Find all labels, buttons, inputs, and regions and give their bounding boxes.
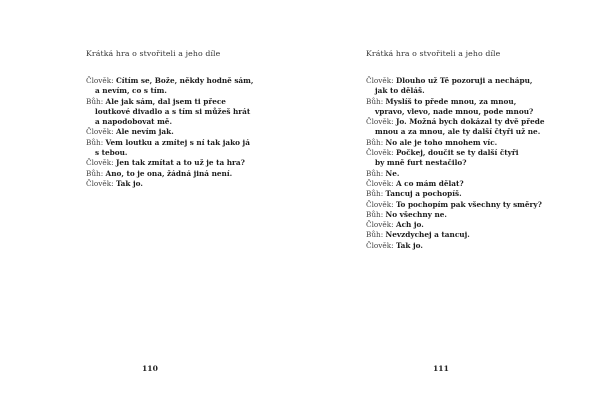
dialogue-line — [86, 97, 276, 107]
speaker-name: Člověk: — [86, 158, 116, 168]
speech-text: vpravo, vlevo, nade mnou, pode mnou? — [375, 106, 534, 116]
speaker-name: Bůh: — [86, 137, 106, 147]
speech-text: Vem loutku a zmítej s ní tak jako já — [105, 137, 250, 147]
right-page — [300, 0, 600, 400]
speaker-name: Člověk: — [86, 178, 116, 188]
dialogue-line — [366, 127, 566, 137]
speaker-name: Bůh: — [86, 96, 106, 106]
speech-text: Tancuj a pochopíš. — [385, 189, 462, 199]
speech-text: Jo. Možná bych dokázal ty dvě přede — [395, 117, 545, 127]
speech-text: mnou a za mnou, ale ty další čtyři už ne. — [375, 127, 541, 137]
speaker-name: Člověk: — [366, 117, 396, 127]
speaker-name: Člověk: — [366, 220, 396, 230]
speaker-name: Bůh: — [366, 96, 386, 106]
speech-text: a napodobovat mě. — [95, 117, 172, 127]
dialogue-line — [86, 158, 276, 168]
dialogue-line — [86, 138, 276, 148]
dialogue-line — [366, 97, 566, 107]
speaker-name: Člověk: — [366, 178, 396, 188]
dialogue-line — [86, 107, 276, 117]
dialogue-line — [366, 148, 566, 158]
speech-text: No všechny ne. — [385, 209, 447, 219]
dialogue-line — [366, 86, 566, 96]
speaker-name: Bůh: — [366, 137, 386, 147]
speaker-name: Člověk: — [86, 76, 116, 85]
speaker-name: Člověk: — [366, 240, 396, 250]
dialogue-line — [366, 220, 566, 230]
speaker-name: Člověk: — [86, 127, 116, 137]
dialogue-line — [366, 179, 566, 189]
dialogue — [86, 76, 276, 189]
speaker-name: Bůh: — [366, 168, 386, 178]
dialogue-line — [366, 241, 566, 251]
dialogue-line — [366, 169, 566, 179]
dialogue-line — [86, 179, 276, 189]
speaker-name: Člověk: — [366, 199, 396, 209]
speech-text: jak to děláš. — [375, 86, 425, 96]
dialogue-line — [366, 210, 566, 220]
speech-text: by mně furt nestačilo? — [375, 158, 467, 168]
speech-text: a nevím, co s tím. — [95, 86, 167, 96]
speech-text: Ale nevím jak. — [115, 127, 174, 137]
speech-text: loutkové divadlo a s tím si můžeš hrát — [95, 106, 251, 116]
dialogue-line — [366, 117, 566, 127]
dialogue-line — [86, 127, 276, 137]
speaker-name: Bůh: — [366, 209, 386, 219]
running-head: Krátká hra o stvořiteli a jeho díle — [86, 49, 221, 58]
speaker-name: Bůh: — [366, 189, 386, 199]
speech-text: To pochopím pak všechny ty směry? — [395, 199, 542, 209]
speech-text: Ale jak sám, dal jsem ti přece — [105, 96, 226, 106]
page-number: 111 — [433, 364, 449, 373]
dialogue-line — [86, 169, 276, 179]
dialogue-line — [86, 148, 276, 158]
speech-text: Dlouho už Tě pozoruji a nechápu, — [395, 76, 533, 85]
dialogue-line — [366, 158, 566, 168]
speaker-name: Bůh: — [86, 168, 106, 178]
speaker-name: Bůh: — [366, 230, 386, 240]
speech-text: A co mám dělat? — [395, 178, 464, 188]
dialogue-line — [366, 138, 566, 148]
speech-text: Cítím se, Bože, někdy hodně sám, — [115, 76, 254, 85]
dialogue-line — [366, 189, 566, 199]
speech-text: Počkej, doučit se ty další čtyři — [395, 148, 519, 158]
running-head: Krátká hra o stvořiteli a jeho díle — [366, 49, 501, 58]
speech-text: Myslíš to přede mnou, za mnou, — [385, 96, 517, 106]
dialogue-line — [86, 76, 276, 86]
speech-text: Jen tak zmítat a to už je ta hra? — [115, 158, 245, 168]
speech-text: Tak jo. — [395, 240, 423, 250]
dialogue — [366, 76, 566, 251]
speech-text: Tak jo. — [115, 178, 143, 188]
dialogue-line — [86, 86, 276, 96]
dialogue-line — [366, 230, 566, 240]
dialogue-line — [366, 76, 566, 86]
speaker-name: Člověk: — [366, 148, 396, 158]
speech-text: Nevzdychej a tancuj. — [385, 230, 470, 240]
speech-text: Ano, to je ona, žádná jiná není. — [105, 168, 233, 178]
page-number: 110 — [142, 364, 158, 373]
speech-text: Ach jo. — [395, 220, 424, 230]
dialogue-line — [86, 117, 276, 127]
speech-text: s tebou. — [95, 148, 128, 158]
speech-text: No ale je toho mnohem víc. — [385, 137, 498, 147]
dialogue-line — [366, 107, 566, 117]
speech-text: Ne. — [385, 168, 400, 178]
speaker-name: Člověk: — [366, 76, 396, 85]
dialogue-line — [366, 200, 566, 210]
